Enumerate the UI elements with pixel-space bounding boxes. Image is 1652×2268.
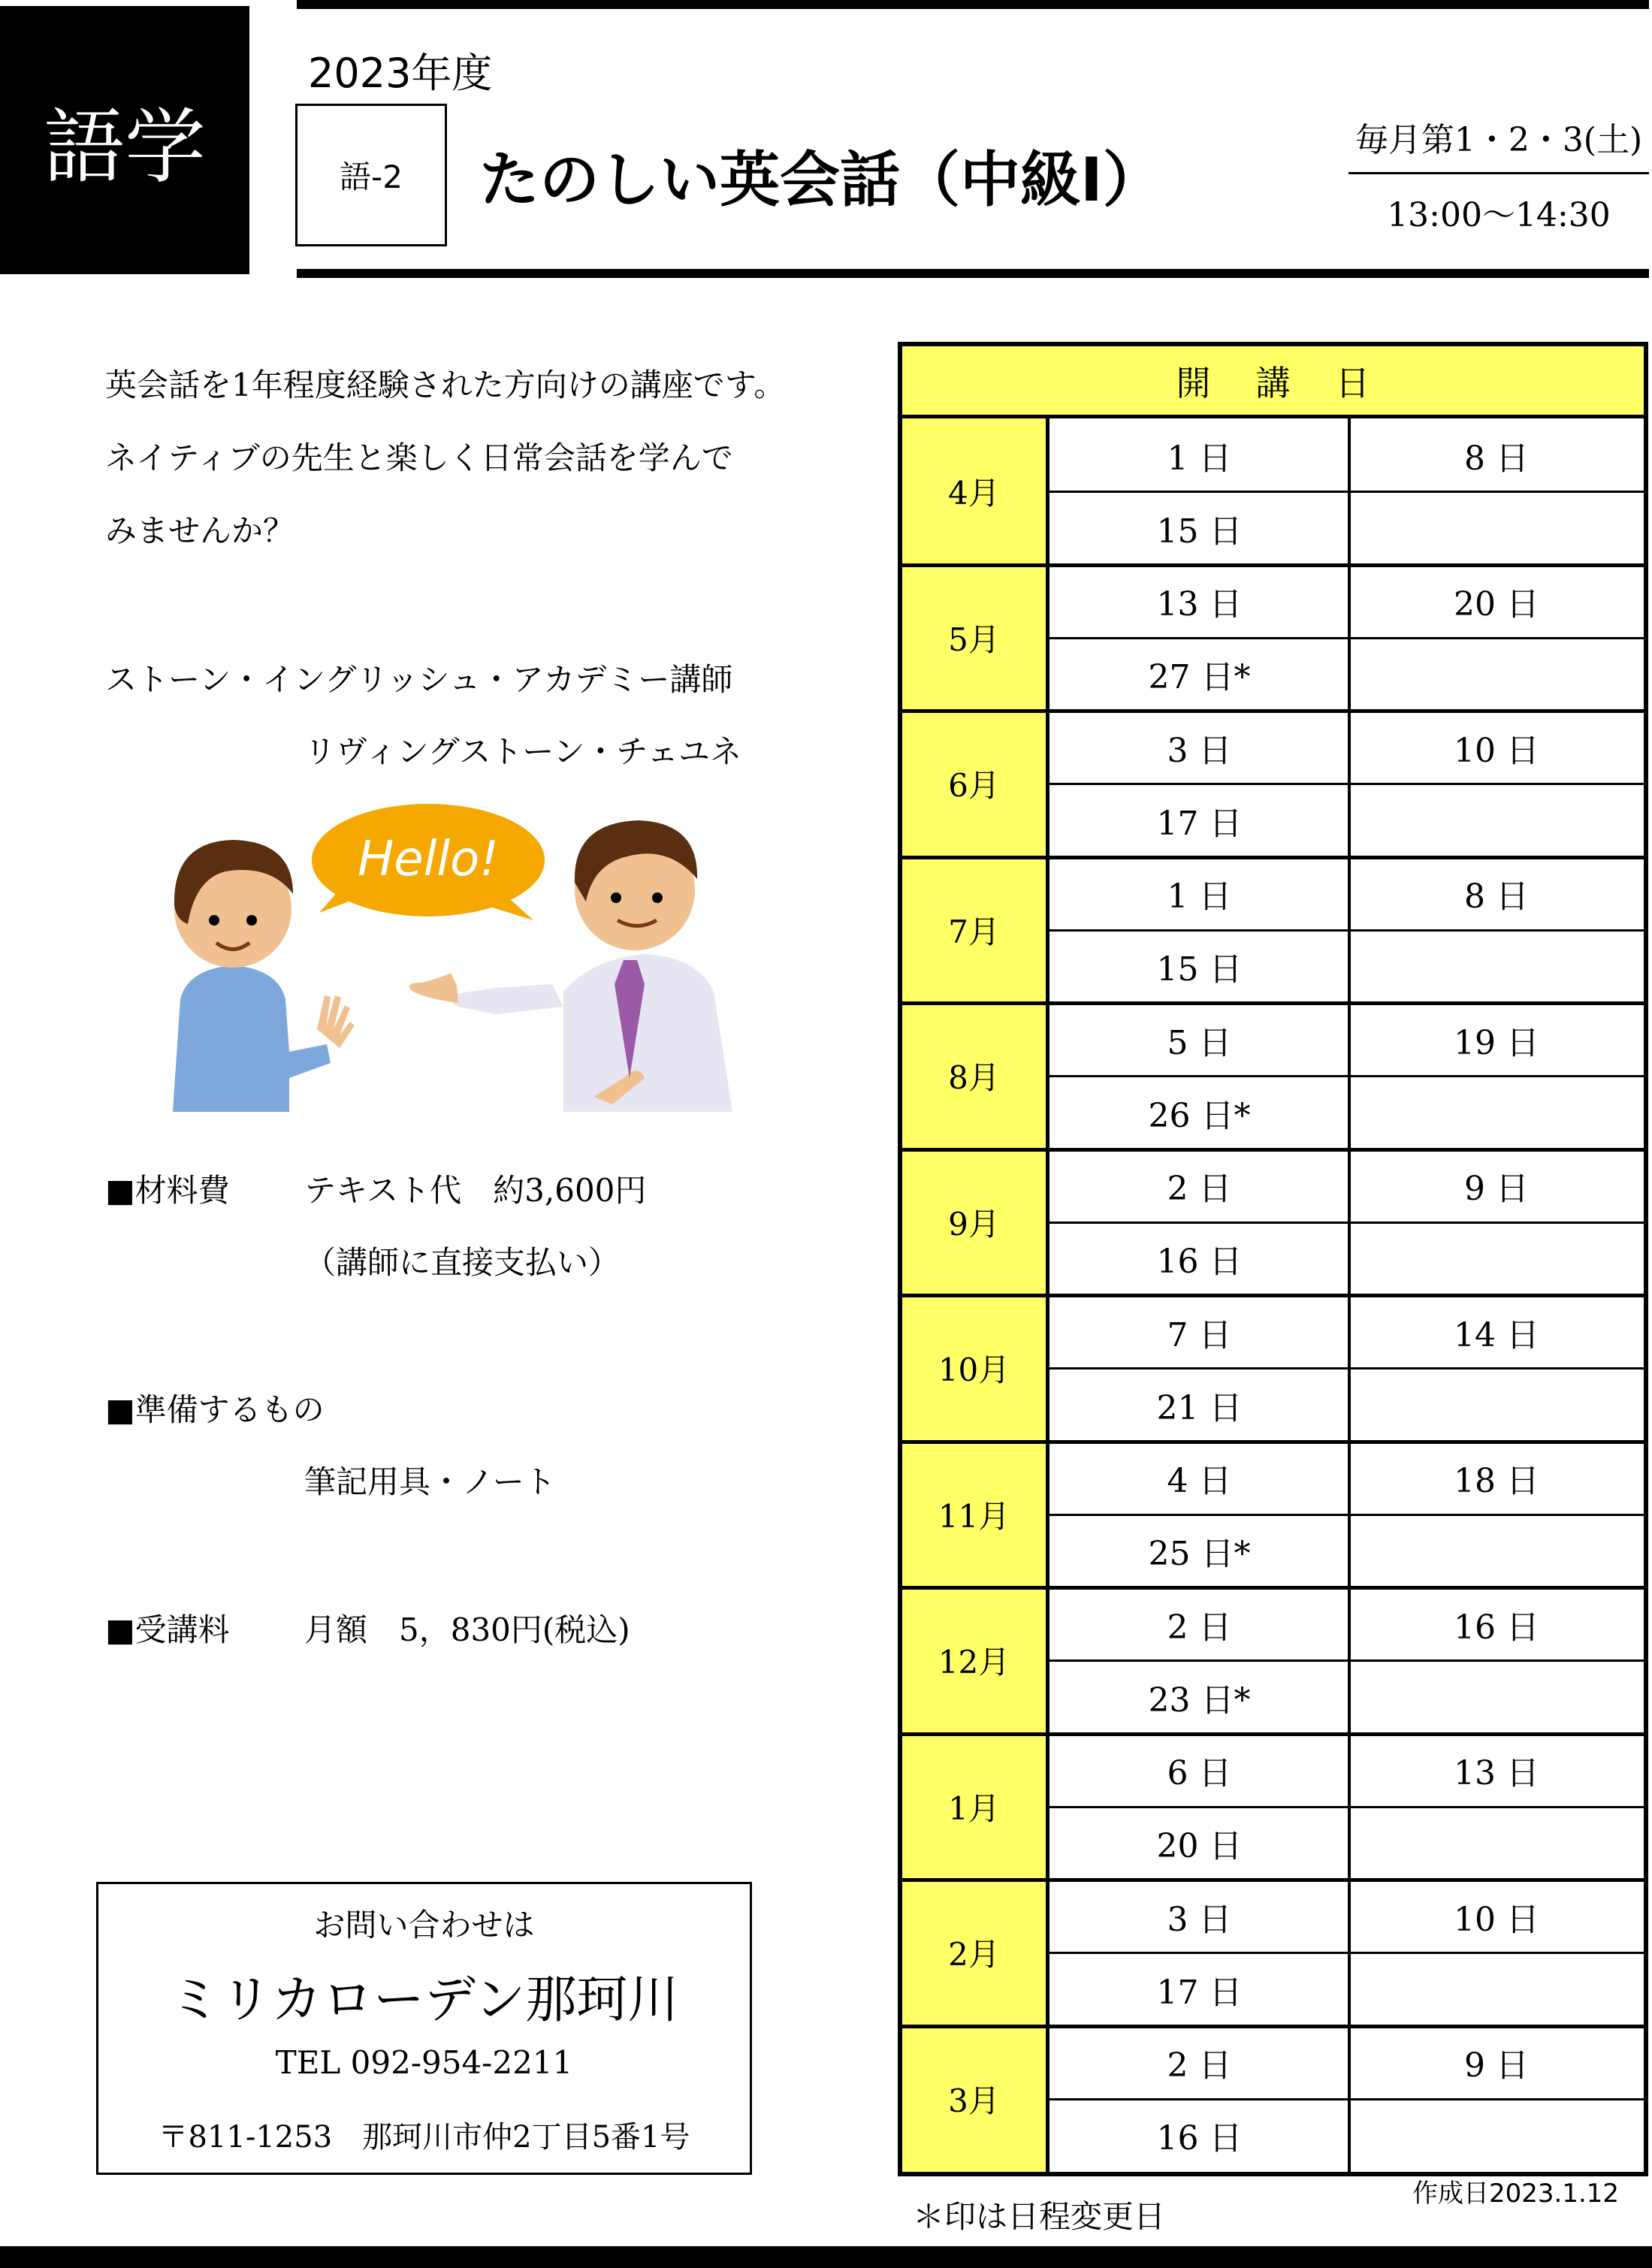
date-cell: 17 日: [1156, 1973, 1243, 2012]
date-cell: 27 日*: [1148, 658, 1251, 697]
date-cell: 18 日: [1454, 1462, 1539, 1500]
intro-line-2: ネイティブの先生と楽しく日常会話を学んで: [105, 439, 733, 476]
date-cell: 20 日: [1454, 585, 1539, 624]
date-cell: 9 日: [1464, 2046, 1529, 2085]
month-label: 11月: [902, 1442, 1049, 1588]
date-cell: 26 日*: [1148, 1096, 1251, 1135]
materials-note: （講師に直接支払い）: [304, 1244, 621, 1281]
date-cell: 13 日: [1156, 585, 1243, 624]
date-cell: 20 日: [1156, 1827, 1243, 1866]
date-cell: 2 日: [1167, 1170, 1232, 1208]
contact-address: 〒811-1253 那珂川市仲2丁目5番1号: [158, 2120, 690, 2155]
date-cell: [1349, 1515, 1644, 1587]
contact-heading: お問い合わせは: [313, 1907, 535, 1943]
schedule-days: 毎月第1・2・3(土): [1355, 121, 1643, 159]
course-code: 語-2: [295, 104, 447, 246]
column-divider: [1348, 418, 1351, 2172]
date-cell: 16 日: [1156, 1243, 1243, 1282]
fee-label: ■受講料: [105, 1611, 230, 1648]
month-label: 5月: [902, 565, 1049, 711]
instructor-organization: ストーン・イングリッシュ・アカデミー講師: [105, 661, 733, 698]
date-cell: 15 日: [1156, 950, 1243, 989]
date-cell: 5 日: [1167, 1023, 1232, 1062]
month-label: 3月: [902, 2026, 1049, 2173]
date-cell: [1349, 1076, 1644, 1149]
schedule-divider: [1348, 172, 1649, 174]
date-cell: [1349, 2099, 1644, 2172]
contact-tel: TEL 092-954-2211: [275, 2044, 573, 2081]
date-cell: [1349, 491, 1644, 564]
month-label: 1月: [902, 1734, 1049, 1880]
footer-bar: [0, 2246, 1652, 2268]
header-bottom-rule: [297, 269, 1649, 278]
footnote: ＊印は日程変更日: [913, 2198, 1166, 2235]
date-cell: 19 日: [1454, 1023, 1539, 1062]
date-cell: 8 日: [1464, 877, 1529, 916]
date-cell: [1349, 930, 1644, 1003]
date-cell: 7 日: [1167, 1315, 1232, 1354]
date-cell: 25 日*: [1148, 1535, 1251, 1574]
created-date: 作成日2023.1.12: [1412, 2179, 1620, 2209]
speech-bubble: [312, 804, 545, 920]
date-cell: 1 日: [1167, 877, 1232, 916]
date-cell: 21 日: [1156, 1388, 1243, 1427]
date-cell: 10 日: [1454, 731, 1539, 770]
date-cell: [1349, 1807, 1644, 1880]
category-label: 語学: [0, 6, 249, 274]
date-cell: [1349, 1368, 1644, 1441]
date-cell: 9 日: [1464, 1170, 1529, 1208]
speech-bubble-text: Hello!: [358, 832, 499, 887]
course-title: たのしい英会話（中級Ⅰ）: [479, 145, 1163, 215]
date-cell: 15 日: [1156, 512, 1243, 551]
date-cell: [1349, 784, 1644, 856]
date-cell: 17 日: [1156, 804, 1243, 843]
intro-line-3: みませんか？: [105, 512, 295, 549]
date-cell: 8 日: [1464, 439, 1529, 478]
date-cell: 3 日: [1167, 1900, 1232, 1939]
date-cell: [1349, 1952, 1644, 2025]
date-cell: 4 日: [1167, 1462, 1232, 1500]
date-cell: [1349, 638, 1644, 711]
conversation-illustration: [143, 781, 774, 1112]
month-label: 10月: [902, 1295, 1049, 1442]
date-cell: 10 日: [1454, 1900, 1539, 1939]
date-cell: 14 日: [1454, 1315, 1539, 1354]
contact-box: [96, 1882, 752, 2175]
date-cell: 23 日*: [1148, 1681, 1251, 1720]
date-cell: 2 日: [1167, 2046, 1232, 2085]
month-label: 2月: [902, 1880, 1049, 2026]
preparation-label: ■準備するもの: [105, 1391, 325, 1428]
date-cell: 2 日: [1167, 1608, 1232, 1647]
materials-value: テキスト代 約3,600円: [304, 1172, 647, 1209]
instructor-name: リヴィングストーン・チェユネ: [304, 733, 742, 770]
intro-line-1: 英会話を1年程度経験された方向けの講座です。: [105, 367, 786, 403]
date-cell: [1349, 1660, 1644, 1733]
date-cell: 6 日: [1167, 1754, 1232, 1792]
date-cell: 3 日: [1167, 731, 1232, 770]
fiscal-year: 2023年度: [308, 50, 493, 97]
fee-value: 月額 5，830円(税込): [304, 1611, 630, 1648]
schedule-time: 13:00～14:30: [1387, 196, 1611, 234]
month-label: 9月: [902, 1149, 1049, 1296]
date-cell: 1 日: [1167, 439, 1232, 478]
month-label: 4月: [902, 418, 1049, 565]
date-cell: [1349, 1222, 1644, 1295]
date-cell: 16 日: [1156, 2119, 1243, 2158]
table-header: 開講日: [902, 346, 1644, 418]
header-top-rule: [297, 0, 1649, 9]
date-cell: 13 日: [1454, 1754, 1539, 1792]
month-label: 8月: [902, 1003, 1049, 1149]
month-label: 7月: [902, 857, 1049, 1004]
month-label: 12月: [902, 1587, 1049, 1734]
date-cell: 16 日: [1454, 1608, 1539, 1647]
month-label: 6月: [902, 711, 1049, 857]
materials-label: ■材料費: [105, 1172, 230, 1209]
contact-venue-name: ミリカローデン那珂川: [169, 1971, 679, 2030]
preparation-value: 筆記用具・ノート: [304, 1463, 556, 1500]
